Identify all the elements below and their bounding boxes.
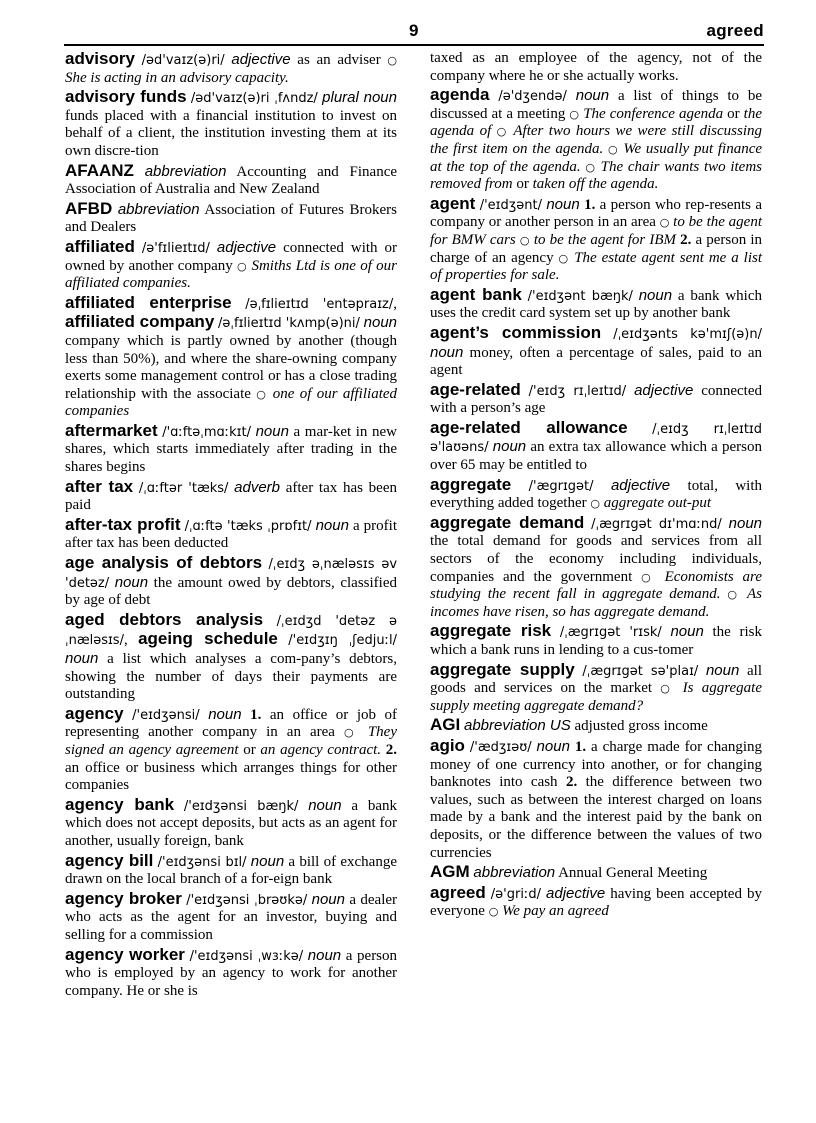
- entry-body: /ˌeɪdʒd 'detəz əˌnæləsɪs/, ageing schedule /'eɪdʒɪŋ ˌʃedjuːl/ noun a list which analyses a com-pany’s debtors, showing the number of days their payments are outstanding: [65, 613, 398, 703]
- dictionary-entry: [65, 238, 397, 293]
- entry-body: /ˌeɪdʒ əˌnæləsɪs əv 'detəz/ noun the amount owed by debtors, classified by age of debt: [65, 557, 398, 609]
- headword: agent’s commission: [430, 322, 602, 342]
- headword: agency bill: [65, 850, 154, 870]
- entry-body: taxed as an employee of the agency, not of the company where he or she actually works.: [430, 50, 762, 84]
- headword: aggregate demand: [430, 512, 585, 532]
- headword: age-related: [430, 379, 521, 399]
- entry-body: /'eɪdʒənsi bɪl/ noun a bill of exchange drawn on the local branch of a for-eign bank: [65, 852, 397, 888]
- dictionary-entry: [430, 863, 762, 883]
- headword: agenda: [430, 85, 490, 105]
- entry-body: /'ɑːftəˌmɑːkɪt/ noun a mar-ket in new shares, which starts immediately after trading in the shares begins: [65, 422, 398, 476]
- entry-body: /'eɪdʒənt bæŋk/ noun a bank which uses the credit card system set up by another bank: [430, 286, 763, 322]
- headword: after tax: [65, 476, 134, 496]
- headword: agency bank: [65, 794, 175, 814]
- headword: agency: [65, 703, 124, 723]
- headword: affiliated enterprise: [65, 292, 232, 312]
- headword: AFBD: [65, 198, 113, 218]
- entry-body: /'eɪdʒ rɪˌleɪtɪd/ adjective connected with a person’s age: [430, 381, 762, 417]
- entry-body: abbreviation Accounting and Finance Association of Australia and New Zealand: [65, 162, 398, 198]
- dictionary-entry: [430, 50, 762, 85]
- dictionary-entry: [430, 737, 762, 862]
- entry-body: abbreviation US adjusted gross income: [463, 717, 708, 735]
- headword: aged debtors analysis: [65, 609, 264, 629]
- headword: AFAANZ: [65, 160, 134, 180]
- entry-body: /'ægrɪgət/ adjective total, with everything added together ○ aggregate out-put: [430, 476, 763, 512]
- entry-body: /'eɪdʒənsi ˌbrəʊkə/ noun a dealer who acts as the agent for an investor, buying and selling for a commission: [65, 890, 398, 943]
- entry-body: abbreviation Annual General Meeting: [473, 864, 708, 882]
- dictionary-entry: [65, 50, 397, 87]
- entry-body: /'eɪdʒənt/ noun 1. a person who rep-resents a company or another person in an area ○ to be the agent for BMW cars ○ to be the agent for IBM 2. a person in charge of an agency ○ The estate agent sent me a list of properties for sale.: [430, 195, 763, 284]
- entry-body: /ˌeɪdʒ rɪˌleɪtɪd ə'laʊəns/ noun an extra tax allowance which a person over 65 may be entitled to: [430, 421, 763, 474]
- dictionary-entry: [65, 554, 397, 610]
- right-column: [430, 50, 762, 922]
- dictionary-entry: [65, 294, 397, 421]
- dictionary-entry: [430, 286, 762, 323]
- dictionary-entry: [65, 852, 397, 889]
- entry-body: /əˌfɪlieɪtɪd 'entəpraɪz/, affiliated company /əˌfɪlieɪtɪd 'kʌmp(ə)ni/ noun company which is partly owned by another (though less than 50%), and where the share-owning company exerts some management control or has a close trading relationship with the associate ○ one of our affiliated companies: [65, 295, 398, 420]
- headword: agency broker: [65, 888, 182, 908]
- entry-body: abbreviation Association of Futures Brokers and Dealers: [65, 200, 398, 236]
- entry-body: /ˌeɪdʒənts kə'mɪʃ(ə)n/ noun money, often a percentage of sales, paid to an agent: [430, 326, 763, 379]
- entry-body: /'eɪdʒənsi/ noun 1. an office or job of representing another company in an area ○ They signed an agency agreement or an agency contract. 2. an office or business which arranges things for other companies: [65, 705, 398, 794]
- dictionary-entry: [65, 890, 397, 945]
- entry-body: /'eɪdʒənsi ˌwɜːkə/ noun a person who is employed by an agency to work for another company. He or she is: [65, 946, 398, 999]
- dictionary-entry: [65, 88, 397, 160]
- headword: AGM: [430, 862, 470, 882]
- dictionary-entry: [430, 476, 762, 513]
- headword: after-tax profit: [65, 514, 181, 534]
- entry-body: /ˌægrɪgət sə'plaɪ/ noun all goods and services on the market ○ Is aggregate supply meeting aggregate demand?: [430, 661, 763, 714]
- headword: aggregate risk: [430, 621, 552, 641]
- headword: agreed: [430, 882, 486, 902]
- entry-body: /ˌɑːftə 'tæks ˌprɒfɪt/ noun a profit after tax has been deducted: [65, 516, 398, 552]
- guide-word: agreed: [706, 21, 764, 40]
- headword: age analysis of debtors: [65, 553, 263, 573]
- dictionary-entry: [65, 162, 397, 199]
- headword: advisory funds: [65, 87, 187, 107]
- entry-body: /'eɪdʒənsi bæŋk/ noun a bank which does not accept deposits, but acts as an agent for another, usually foreign, bank: [65, 796, 398, 849]
- dictionary-entry: [430, 86, 762, 194]
- dictionary-entry: [430, 622, 762, 659]
- headword: aggregate supply: [430, 659, 575, 679]
- dictionary-entry: [65, 516, 397, 553]
- headword: affiliated: [65, 236, 135, 256]
- entry-body: /əd'vaɪz(ə)ri/ adjective as an adviser ○ She is acting in an advisory capacity.: [65, 51, 398, 86]
- headword: AGI: [430, 715, 461, 735]
- dictionary-entry: [430, 324, 762, 380]
- left-column: [65, 50, 397, 1001]
- dictionary-entry: [65, 946, 397, 1001]
- page-number: 9: [409, 21, 419, 40]
- entry-body: /ˌɑːftər 'tæks/ adverb after tax has been paid: [65, 478, 397, 514]
- entry-body: /ə'dʒendə/ noun a list of things to be discussed at a meeting ○ The conference agenda or the agenda of ○ After two hours we were still discussing the first item on the agenda. ○ We usually put finance at the top of the agenda. ○ The chair wants two items removed from or taken off the agenda.: [430, 87, 763, 193]
- dictionary-entry: [65, 796, 397, 851]
- dictionary-entry: [65, 200, 397, 237]
- dictionary-entry: [65, 422, 397, 477]
- dictionary-entry: [65, 611, 397, 704]
- dictionary-entry: [65, 705, 397, 795]
- headword: aftermarket: [65, 420, 158, 440]
- dictionary-entry: [430, 514, 762, 622]
- dictionary-entry: [430, 884, 762, 921]
- dictionary-entry: [430, 195, 762, 285]
- dictionary-entry: [430, 716, 762, 736]
- headword: aggregate: [430, 474, 512, 494]
- headword: age-related allowance: [430, 417, 628, 437]
- dictionary-entry: [430, 419, 762, 475]
- headword: advisory: [65, 49, 135, 68]
- entry-body: /ˌægrɪgət 'rɪsk/ noun the risk which a bank runs in lending to a cus-tomer: [430, 623, 763, 658]
- headword: agent: [430, 193, 476, 213]
- headword: agio: [430, 735, 465, 755]
- entry-body: /ə'griːd/ adjective having been accepted by everyone ○ We pay an agreed: [430, 884, 762, 920]
- dictionary-entry: [430, 381, 762, 418]
- page-header: [64, 20, 764, 46]
- entry-body: /'ædʒɪəʊ/ noun 1. a charge made for changing money of one currency into another, or for changing banknotes into cash 2. the difference between two values, such as between the interest charged on loans made by a bank and the interest paid by the bank on deposits, or the difference between the values of two currencies: [430, 737, 763, 861]
- headword: agent bank: [430, 284, 522, 304]
- dictionary-entry: [430, 661, 762, 716]
- entry-body: /əd'vaɪz(ə)ri ˌfʌndz/ plural noun funds placed with a financial institution to invest on behalf of a client, the institution investing them at its own discre-tion: [65, 89, 397, 159]
- entry-body: /ə'fɪlieɪtɪd/ adjective connected with or owned by another company ○ Smiths Ltd is one of our affiliated companies.: [65, 238, 398, 292]
- entry-body: /ˌægrɪgət dɪ'mɑːnd/ noun the total demand for goods and services from all sectors of the economy including individuals, companies and the government ○ Economists are studying the recent fall in aggregate demand. ○ As incomes have risen, so has aggregate demand.: [430, 514, 763, 620]
- headword: agency worker: [65, 944, 185, 964]
- dictionary-entry: [65, 478, 397, 515]
